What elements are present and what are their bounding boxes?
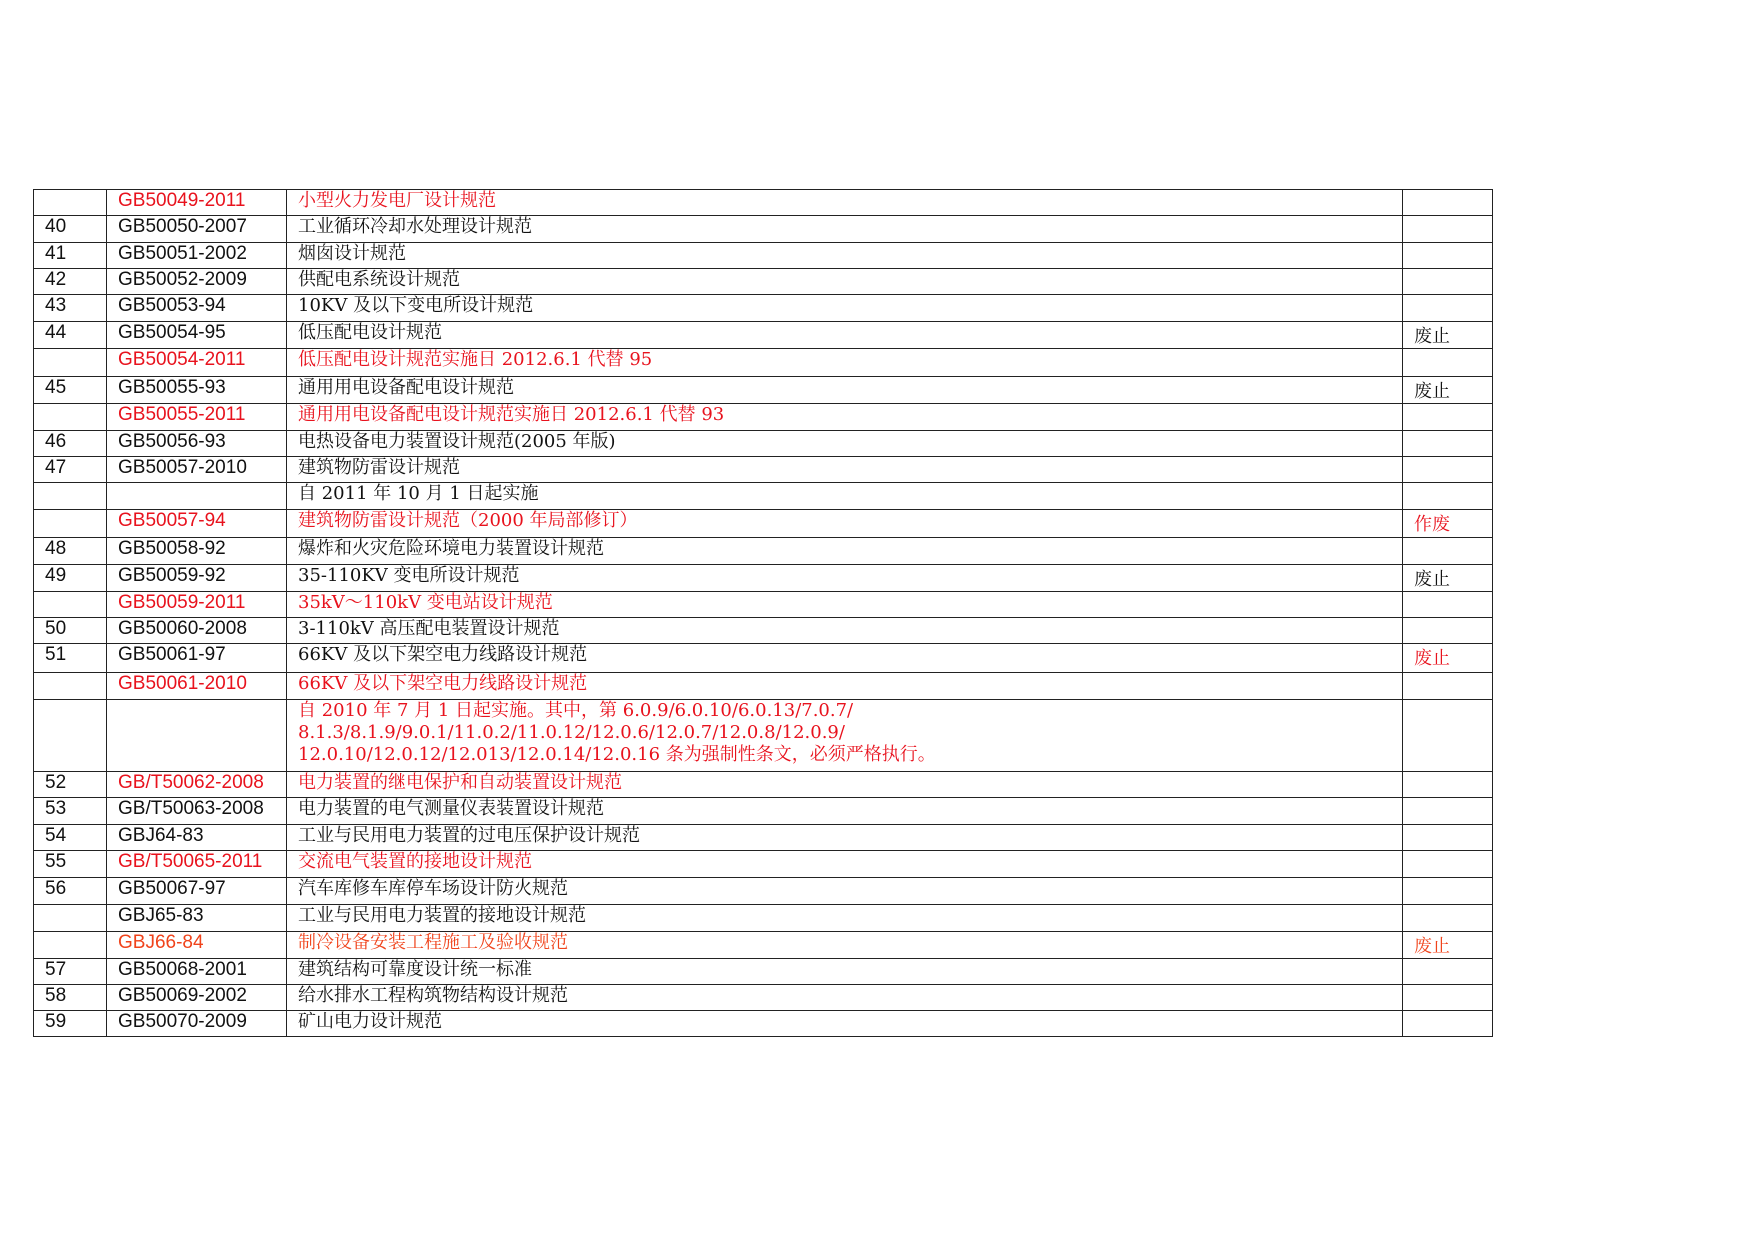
standard-name-line: 10KV 及以下变电所设计规范 [298,295,534,316]
standard-code-cell: GB50061-97 [107,644,287,673]
standard-name-line: 工业循环冷却水处理设计规范 [298,216,532,237]
standard-name-cell [287,510,1403,538]
row-number-cell: 40 [34,216,107,243]
standard-name-cell [287,878,1403,905]
row-number-cell [34,404,107,431]
remark-cell [1403,700,1493,772]
standard-code-cell: GB/T50065-2011 [107,851,287,878]
standard-name-cell [287,772,1403,798]
standard-name-line: 交流电气装置的接地设计规范 [298,851,532,872]
standard-code-cell [107,483,287,510]
remark-cell [1403,772,1493,798]
remark-cell [1403,798,1493,825]
remark-cell [1403,959,1493,985]
remark-cell [1403,216,1493,243]
remark-cell [1403,349,1493,377]
standard-name-cell [287,959,1403,985]
standard-code-cell: GB50068-2001 [107,959,287,985]
row-number-cell: 47 [34,457,107,483]
table-row [34,538,1493,565]
standard-name-line: 自 2011 年 10 月 1 日起实施 [298,483,539,504]
row-number-cell: 52 [34,772,107,798]
standard-name-line: 电力装置的继电保护和自动装置设计规范 [298,772,622,793]
standard-name-cell [287,1011,1403,1037]
remark-cell: 废止 [1403,322,1493,349]
standard-name-line: 工业与民用电力装置的过电压保护设计规范 [298,825,640,846]
standard-code-cell: GB50049-2011 [107,190,287,216]
table-row [34,644,1493,673]
row-number-cell [34,190,107,216]
standard-name-line: 建筑物防雷设计规范（2000 年局部修订） [298,510,638,531]
row-number-cell: 49 [34,565,107,592]
standard-code-cell: GB50061-2010 [107,673,287,700]
remark-cell [1403,431,1493,457]
remark-cell [1403,243,1493,269]
row-number-cell: 59 [34,1011,107,1037]
table-row [34,851,1493,878]
table-row [34,377,1493,404]
table-row [34,825,1493,851]
standard-name-cell [287,673,1403,700]
standard-name-cell [287,825,1403,851]
remark-cell: 作废 [1403,510,1493,538]
remark-cell [1403,592,1493,618]
standard-name-line: 35-110KV 变电所设计规范 [298,565,520,586]
row-number-cell [34,510,107,538]
remark-cell [1403,190,1493,216]
standard-name-cell [287,565,1403,592]
table-row [34,592,1493,618]
row-number-cell [34,905,107,932]
standard-name-line: 3-110kV 高压配电装置设计规范 [298,618,560,639]
standard-code-cell: GB50054-2011 [107,349,287,377]
standard-code-cell: GB50050-2007 [107,216,287,243]
standard-name-cell [287,190,1403,216]
table-row [34,878,1493,905]
standard-code-cell: GB50067-97 [107,878,287,905]
table-row [34,216,1493,243]
row-number-cell: 48 [34,538,107,565]
row-number-cell: 53 [34,798,107,825]
standard-name-cell [287,457,1403,483]
standard-name-cell [287,851,1403,878]
standard-code-cell: GB50058-92 [107,538,287,565]
remark-cell [1403,269,1493,295]
standard-code-cell: GB50057-2010 [107,457,287,483]
standard-code-cell: GBJ66-84 [107,932,287,959]
standard-name-cell [287,905,1403,932]
standard-code-cell: GB50070-2009 [107,1011,287,1037]
remark-cell [1403,878,1493,905]
standard-code-cell: GB50056-93 [107,431,287,457]
standard-code-cell: GB/T50063-2008 [107,798,287,825]
table-row [34,322,1493,349]
remark-cell: 废止 [1403,932,1493,959]
row-number-cell [34,349,107,377]
standard-name-line: 低压配电设计规范实施日 2012.6.1 代替 95 [298,349,653,370]
standard-name-line: 低压配电设计规范 [298,322,442,343]
standard-name-cell [287,538,1403,565]
remark-cell [1403,825,1493,851]
standard-name-cell [287,985,1403,1011]
remark-cell [1403,905,1493,932]
standard-code-cell: GB50055-93 [107,377,287,404]
standard-name-cell [287,322,1403,349]
table-row [34,772,1493,798]
standard-code-cell: GB50055-2011 [107,404,287,431]
standard-code-cell: GB50053-94 [107,295,287,322]
standard-name-cell [287,932,1403,959]
standard-code-cell: GBJ65-83 [107,905,287,932]
standard-name-line: 制冷设备安装工程施工及验收规范 [298,932,568,953]
row-number-cell: 42 [34,269,107,295]
row-number-cell: 50 [34,618,107,644]
table-row [34,269,1493,295]
standard-name-cell [287,618,1403,644]
row-number-cell: 44 [34,322,107,349]
standard-name-line: 建筑物防雷设计规范 [298,457,460,478]
row-number-cell: 57 [34,959,107,985]
standard-name-line: 建筑结构可靠度设计统一标准 [298,959,532,980]
standard-name-line: 供配电系统设计规范 [298,269,460,290]
row-number-cell [34,673,107,700]
standard-name-line: 电热设备电力装置设计规范(2005 年版) [298,431,616,452]
standard-name-cell [287,377,1403,404]
remark-cell [1403,673,1493,700]
standard-name-line: 烟囱设计规范 [298,243,406,264]
table-row [34,673,1493,700]
standard-name-line: 66KV 及以下架空电力线路设计规范 [298,673,588,694]
row-number-cell: 43 [34,295,107,322]
row-number-cell: 41 [34,243,107,269]
standard-name-line: 35kV～110kV 变电站设计规范 [298,592,553,613]
standard-name-cell [287,431,1403,457]
table-row [34,700,1493,772]
standard-name-line: 12.0.10/12.0.12/12.013/12.0.14/12.0.16 条为强制性条文，必须严格执行。 [298,744,936,765]
standard-name-line: 通用用电设备配电设计规范实施日 2012.6.1 代替 93 [298,404,725,425]
table-row [34,1011,1493,1037]
standards-table-body [34,190,1493,1037]
standard-name-cell [287,700,1403,772]
standard-code-cell: GB50054-95 [107,322,287,349]
standard-code-cell: GB50059-2011 [107,592,287,618]
remark-cell: 废止 [1403,644,1493,673]
table-row [34,932,1493,959]
standard-name-cell [287,644,1403,673]
row-number-cell: 46 [34,431,107,457]
table-row [34,349,1493,377]
standard-code-cell: GBJ64-83 [107,825,287,851]
remark-cell [1403,851,1493,878]
row-number-cell [34,483,107,510]
standard-name-line: 通用用电设备配电设计规范 [298,377,514,398]
remark-cell [1403,1011,1493,1037]
table-row [34,959,1493,985]
table-row [34,457,1493,483]
standard-code-cell: GB/T50062-2008 [107,772,287,798]
row-number-cell [34,700,107,772]
table-row [34,483,1493,510]
table-row [34,295,1493,322]
row-number-cell: 55 [34,851,107,878]
table-row [34,985,1493,1011]
standard-name-line: 8.1.3/8.1.9/9.0.1/11.0.2/11.0.12/12.0.6/12.0.7/12.0.8/12.0.9/ [298,722,845,743]
remark-cell [1403,538,1493,565]
standard-name-line: 电力装置的电气测量仪表装置设计规范 [298,798,604,819]
standard-name-line: 矿山电力设计规范 [298,1011,442,1032]
standard-code-cell: GB50059-92 [107,565,287,592]
standard-code-cell: GB50057-94 [107,510,287,538]
standard-name-cell [287,349,1403,377]
row-number-cell: 54 [34,825,107,851]
row-number-cell: 51 [34,644,107,673]
remark-cell [1403,457,1493,483]
standard-name-cell [287,404,1403,431]
table-row [34,905,1493,932]
standard-name-line: 小型火力发电厂设计规范 [298,190,496,211]
standard-name-cell [287,592,1403,618]
row-number-cell: 58 [34,985,107,1011]
standard-name-line: 给水排水工程构筑物结构设计规范 [298,985,568,1006]
row-number-cell [34,932,107,959]
table-row [34,404,1493,431]
standard-name-line: 工业与民用电力装置的接地设计规范 [298,905,586,926]
standards-table [33,189,1493,1037]
standard-name-cell [287,295,1403,322]
standard-code-cell: GB50052-2009 [107,269,287,295]
remark-cell [1403,618,1493,644]
standard-name-line: 自 2010 年 7 月 1 日起实施。其中，第 6.0.9/6.0.10/6.0.13/7.0.7/ [298,700,854,721]
standard-code-cell: GB50060-2008 [107,618,287,644]
table-row [34,565,1493,592]
standard-name-cell [287,269,1403,295]
remark-cell [1403,404,1493,431]
table-row [34,510,1493,538]
row-number-cell [34,592,107,618]
standard-name-line: 汽车库修车库停车场设计防火规范 [298,878,568,899]
remark-cell: 废止 [1403,565,1493,592]
table-row [34,190,1493,216]
standard-name-cell [287,216,1403,243]
standard-name-cell [287,483,1403,510]
standard-name-cell [287,798,1403,825]
standard-name-cell [287,243,1403,269]
remark-cell [1403,985,1493,1011]
standard-code-cell: GB50069-2002 [107,985,287,1011]
standard-name-line: 66KV 及以下架空电力线路设计规范 [298,644,588,665]
standard-code-cell: GB50051-2002 [107,243,287,269]
remark-cell: 废止 [1403,377,1493,404]
row-number-cell: 56 [34,878,107,905]
remark-cell [1403,483,1493,510]
remark-cell [1403,295,1493,322]
standard-name-line: 爆炸和火灾危险环境电力装置设计规范 [298,538,604,559]
standard-code-cell [107,700,287,772]
table-row [34,618,1493,644]
table-row [34,798,1493,825]
table-row [34,243,1493,269]
table-row [34,431,1493,457]
row-number-cell: 45 [34,377,107,404]
